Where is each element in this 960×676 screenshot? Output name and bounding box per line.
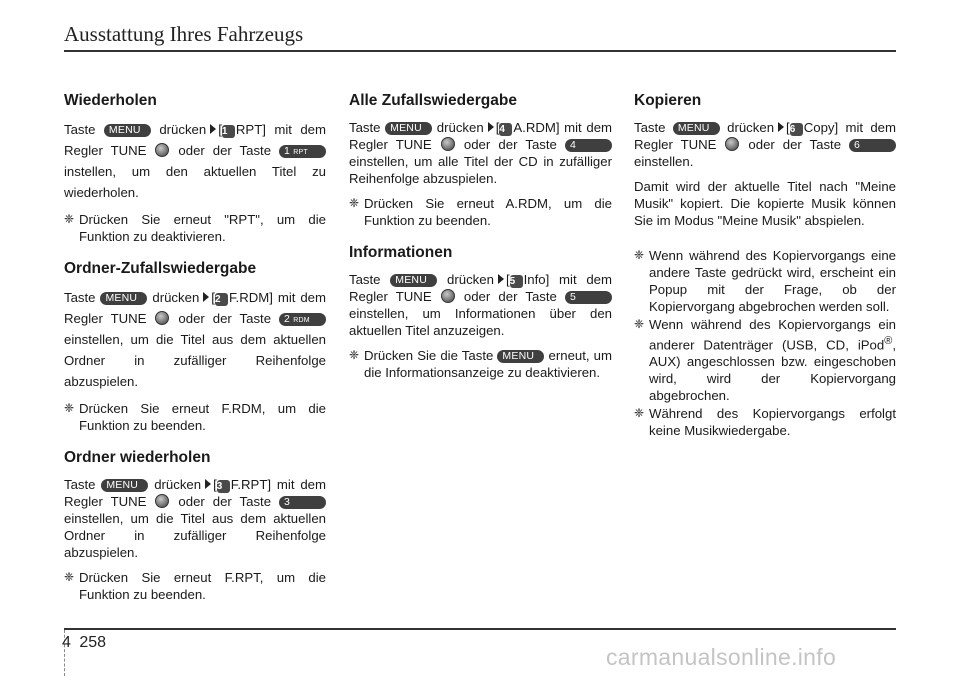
heading-ordner-zufall: Ordner-Zufallswiedergabe (64, 260, 257, 277)
heading-informationen: Informationen (349, 244, 453, 261)
menu-button-icon: MENU (104, 124, 151, 137)
page-number (62, 634, 106, 652)
note-kopieren-3: ❈ Während des Kopiervorgangs erfolgt keine Musikwiedergabe. (634, 406, 896, 439)
number-6-icon: 6 (790, 123, 803, 136)
arrow-right-icon (498, 274, 504, 284)
menu-button-icon: MENU (100, 292, 147, 305)
heading-ordner-wiederholen: Ordner wiederholen (64, 449, 211, 466)
paragraph-alle-zufall: Taste MENU drücken [4 A.RDM] mit dem Regler TUNE oder der Taste 4 einstellen, um alle Titel der CD in zufälliger Reihenfolge abzuspielen. (349, 120, 613, 186)
rdm-button-icon: 2 RDM (279, 313, 326, 326)
number-4-icon: 4 (499, 123, 512, 136)
paragraph-informationen: Taste MENU drücken [5 Info] mit dem Regler TUNE oder der Taste 5 einstellen, um Informationen über den aktuellen Titel anzuzeigen. (349, 272, 612, 338)
button-6-icon: 6 (849, 139, 896, 152)
note-mark-icon: ❈ (634, 317, 645, 331)
note-mark-icon: ❈ (634, 248, 645, 262)
tune-knob-icon (441, 289, 455, 303)
paragraph-wiederholen: Taste MENU drücken [1 RPT] mit dem Regler TUNE oder der Taste 1 RPT instellen, um den aktuellen Titel zu wiederholen. (64, 122, 326, 200)
number-3-icon: 3 (217, 480, 230, 493)
note-kopieren-2: ❈ Wenn während des Kopiervorgangs ein anderer Datenträger (USB, CD, iPod®, AUX) angeschlossen bzw. eingeschoben wird, wird der Kopiervorgang abgebrochen. (634, 317, 896, 404)
note-mark-icon: ❈ (64, 401, 75, 415)
column-2 (349, 92, 612, 382)
menu-button-icon: MENU (390, 274, 437, 287)
menu-button-icon: MENU (497, 350, 544, 363)
number-5-icon: 5 (510, 275, 523, 288)
column-3 (634, 92, 896, 440)
note-alle-zufall: ❈ Drücken Sie erneut A.RDM, um die Funktion zu beenden. (349, 196, 612, 228)
section-number: 4 (62, 634, 71, 651)
menu-button-icon: MENU (101, 479, 148, 492)
note-mark-icon: ❈ (634, 406, 645, 421)
page-header-title: Ausstattung Ihres Fahrzeugs (64, 22, 304, 46)
note-wiederholen: ❈ Drücken Sie erneut "RPT", um die Funktion zu deaktivieren. (64, 212, 326, 244)
note-mark-icon: ❈ (64, 212, 75, 226)
header-divider (64, 50, 896, 52)
note-kopieren-1: ❈ Wenn während des Kopiervorgangs eine andere Taste gedrückt wird, erscheint ein Popup mit der Frage, ob der Kopiervorgang abgebrochen werden soll. (634, 248, 896, 314)
paragraph-kopieren: Taste MENU drücken [6 Copy] mit dem Regler TUNE oder der Taste 6 einstellen. (634, 120, 896, 169)
tune-knob-icon (441, 137, 455, 151)
arrow-right-icon (488, 122, 494, 132)
footer-divider (64, 628, 896, 630)
paragraph-ordner-wiederholen: Taste MENU drücken [3 F.RPT] mit dem Regler TUNE oder der Taste 3 einstellen, um die Titel aus dem aktuellen Ordner in zufälliger Reihenfolge abzuspielen. (64, 477, 326, 560)
watermark: carmanualsonline.info (606, 644, 837, 670)
tune-knob-icon (155, 311, 169, 325)
menu-button-icon: MENU (385, 122, 432, 135)
menu-button-icon: MENU (673, 122, 720, 135)
heading-wiederholen: Wiederholen (64, 92, 157, 109)
paragraph-ordner-zufall: Taste MENU drücken [2 F.RDM] mit dem Regler TUNE oder der Taste 2 RDM einstellen, um die Titel aus dem aktuellen Ordner in zufälliger Reihenfolge abzuspielen. (64, 290, 326, 389)
rpt-button-icon: 1 RPT (279, 145, 326, 158)
note-mark-icon: ❈ (349, 348, 360, 362)
arrow-right-icon (778, 122, 784, 132)
button-4-icon: 4 (565, 139, 612, 152)
button-5-icon: 5 (565, 291, 612, 304)
note-ordner-wiederholen: ❈ Drücken Sie erneut F.RPT, um die Funktion zu beenden. (64, 570, 326, 602)
note-informationen: ❈ Drücken Sie die Taste MENU erneut, um die Informationsanzeige zu deaktivieren. (349, 348, 612, 380)
number-1-icon: 1 (222, 125, 235, 138)
heading-kopieren: Kopieren (634, 92, 702, 109)
note-ordner-zufall: ❈ Drücken Sie erneut F.RDM, um die Funktion zu beenden. (64, 401, 326, 433)
heading-alle-zufall: Alle Zufallswiedergabe (349, 92, 517, 109)
tune-knob-icon (155, 143, 169, 157)
note-mark-icon: ❈ (349, 196, 360, 210)
page-number-value: 258 (79, 634, 107, 651)
arrow-right-icon (205, 479, 211, 489)
arrow-right-icon (210, 124, 216, 134)
button-3-icon: 3 (279, 496, 326, 509)
tune-knob-icon (725, 137, 739, 151)
column-1 (64, 92, 326, 604)
note-mark-icon: ❈ (64, 570, 75, 584)
tune-knob-icon (155, 494, 169, 508)
paragraph-kopieren-info: Damit wird der aktuelle Titel nach "Meine Musik" kopiert. Die kopierte Musik können Sie im Modus "Meine Musik" abspielen. (634, 179, 896, 228)
number-2-icon: 2 (215, 293, 228, 306)
arrow-right-icon (203, 292, 209, 302)
